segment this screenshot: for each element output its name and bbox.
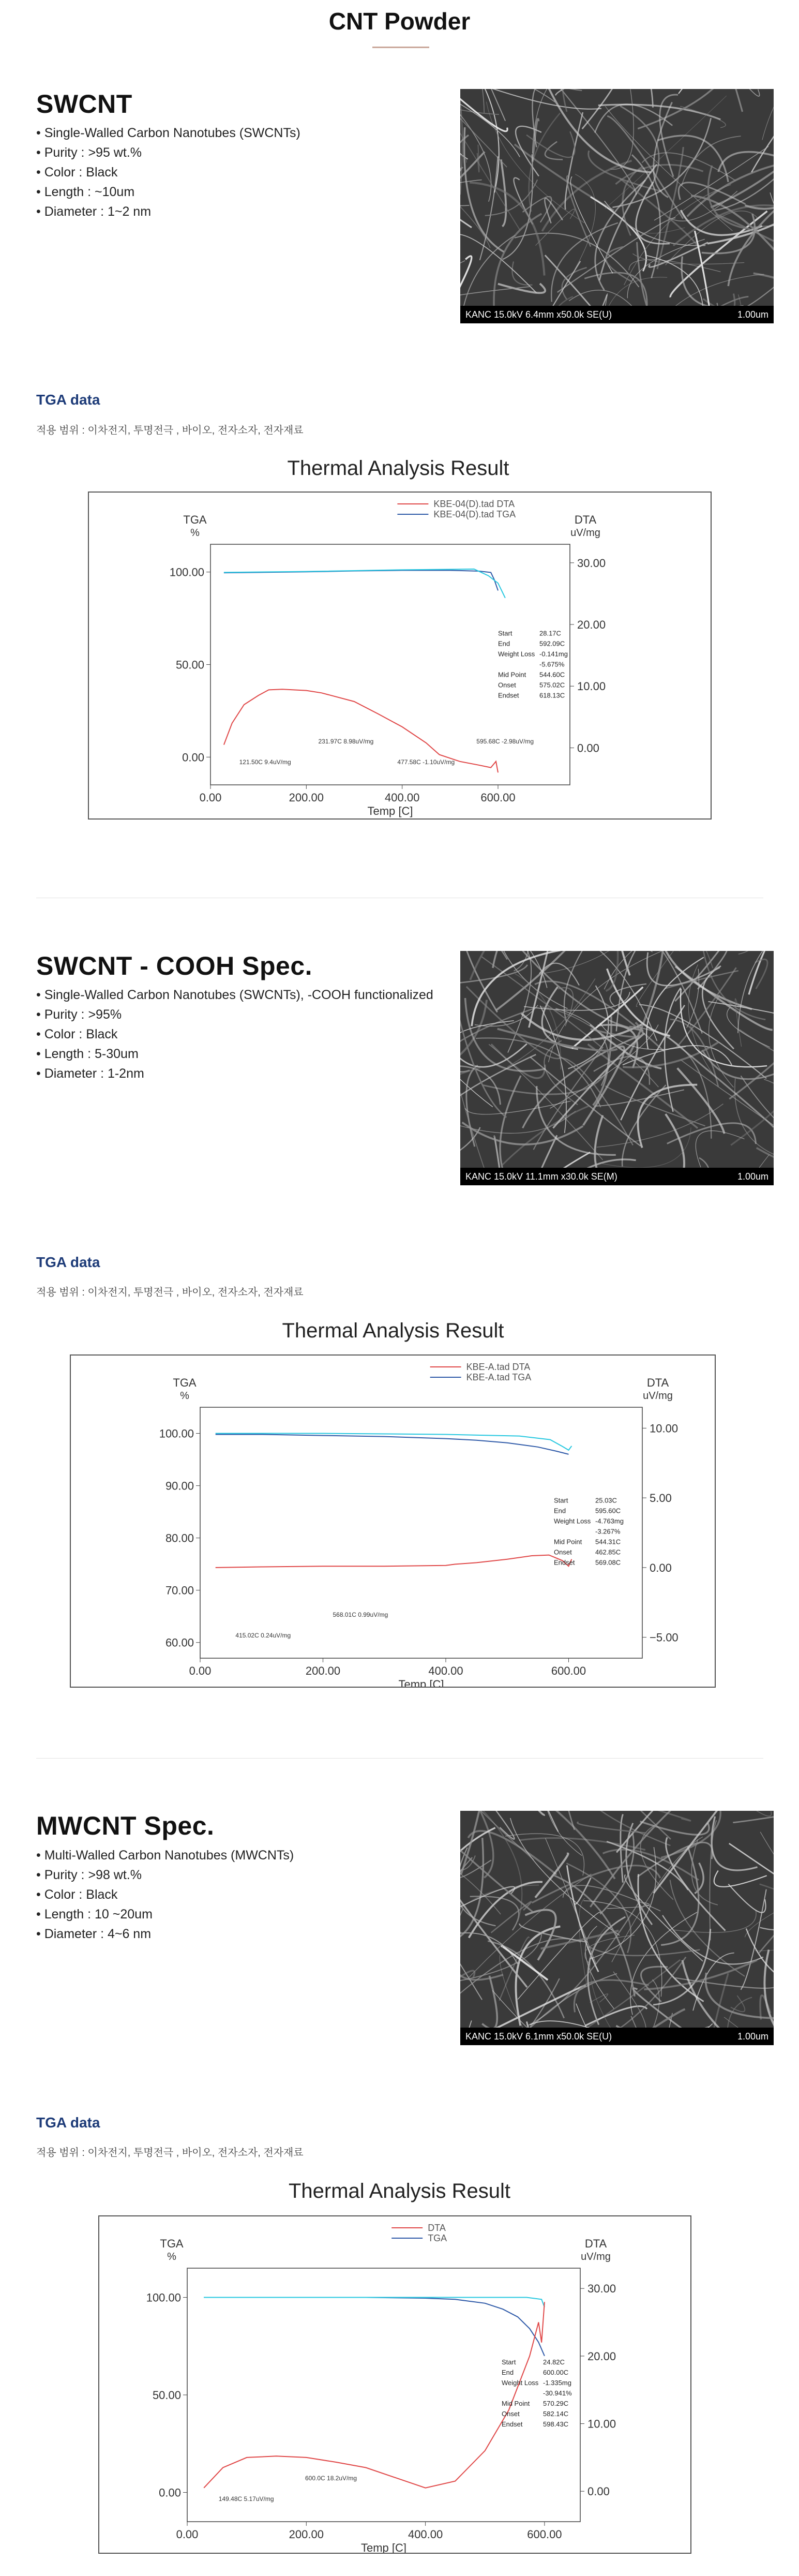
y-right-tick-label: 0.00 <box>650 1561 672 1574</box>
peak-label: 568.01C 0.99uV/mg <box>333 1611 388 1618</box>
y-right-axis-label: DTA <box>646 1376 669 1389</box>
x-axis-label: Temp [C] <box>360 2541 407 2553</box>
y-left-axis-label: TGA <box>183 513 207 526</box>
section-title-mwcnt: MWCNT Spec. <box>36 1811 215 1840</box>
spec-item: • Multi-Walled Carbon Nanotubes (MWCNTs) <box>36 1845 429 1865</box>
x-tick-label: 600.00 <box>527 2528 562 2541</box>
tga-chart-svg <box>99 2216 690 2553</box>
plot-area <box>187 2268 580 2522</box>
annotation-key: Mid Point <box>554 1538 582 1546</box>
tga-label-swcnt-cooh: TGA data <box>36 1254 100 1270</box>
series-line <box>216 1434 572 1450</box>
y-left-tick-label: 60.00 <box>165 1636 194 1649</box>
spec-item: • Purity : >98 wt.% <box>36 1865 429 1885</box>
sem-caption-bar <box>460 1168 774 1185</box>
spec-item: • Color : Black <box>36 1024 450 1044</box>
spec-item: • Purity : >95 wt.% <box>36 143 429 162</box>
tga-desc-mwcnt: 적용 범위 : 이차전지, 투명전극 , 바이오, 전자소자, 전자재료 <box>36 2147 304 2158</box>
annotation-value: 595.60C <box>595 1507 621 1515</box>
series-line <box>216 1555 572 1568</box>
x-axis-label: Temp [C] <box>398 1678 444 1687</box>
spec-item: • Diameter : 4~6 nm <box>36 1924 429 1944</box>
spec-item: • Length : ~10um <box>36 182 429 202</box>
annotation-key: Start <box>554 1496 568 1505</box>
y-left-axis-unit: % <box>180 1390 189 1402</box>
y-right-tick-label: 10.00 <box>577 680 606 693</box>
annotation-value: 598.43C <box>543 2420 569 2429</box>
annotation-value: 24.82C <box>543 2358 565 2366</box>
peak-label: 477.58C -1.10uV/mg <box>397 758 455 766</box>
x-tick-label: 200.00 <box>289 2528 324 2541</box>
plot-area <box>200 1407 642 1658</box>
sem-image-swcnt <box>460 89 774 323</box>
annotation-key: Endset <box>554 1558 575 1567</box>
y-right-axis-unit: uV/mg <box>570 527 600 539</box>
annotation-value: -0.141mg <box>539 650 568 658</box>
y-right-axis-label: DTA <box>584 2237 607 2250</box>
sem-scale: 1.00um <box>737 1171 768 1182</box>
y-right-tick-label: 20.00 <box>587 2349 616 2363</box>
spec-item: • Diameter : 1-2nm <box>36 1064 450 1083</box>
peak-label: 231.97C 8.98uV/mg <box>318 738 374 745</box>
annotation-value: 582.14C <box>543 2410 569 2418</box>
sem-caption: KANC 15.0kV 6.1mm x50.0k SE(U) <box>465 2031 612 2042</box>
series-line <box>204 2298 545 2356</box>
annotation-key: End <box>502 2369 514 2377</box>
chart-title: Thermal Analysis Result <box>287 457 509 480</box>
y-right-tick-label: 10.00 <box>587 2417 616 2431</box>
spec-item: • Length : 10 ~20um <box>36 1904 429 1924</box>
y-left-axis-label: TGA <box>173 1376 197 1389</box>
sem-caption-bar <box>460 2028 774 2045</box>
annotation-value: 544.60C <box>539 671 565 679</box>
chart-title: Thermal Analysis Result <box>282 1319 504 1342</box>
annotation-key: End <box>554 1507 566 1515</box>
legend-label: TGA <box>428 2233 447 2243</box>
annotation-key: Start <box>502 2358 516 2366</box>
sem-fiber-texture <box>460 951 774 1168</box>
title-underline <box>372 47 429 48</box>
annotation-value: -30.941% <box>543 2389 572 2398</box>
tga-label-swcnt: TGA data <box>36 392 100 408</box>
y-left-tick-label: 50.00 <box>175 658 204 672</box>
spec-list-swcnt <box>36 123 429 221</box>
y-left-tick-label: 80.00 <box>165 1531 194 1545</box>
spec-item: • Color : Black <box>36 162 429 182</box>
series-line <box>216 1435 569 1454</box>
tga-chart-mwcnt <box>98 2215 691 2554</box>
annotation-value: 544.31C <box>595 1538 621 1546</box>
annotation-key: Weight Loss <box>502 2379 539 2387</box>
spec-list-mwcnt <box>36 1845 429 1944</box>
x-axis-label: Temp [C] <box>367 805 413 817</box>
y-right-tick-label: −5.00 <box>650 1631 679 1644</box>
legend-label: KBE-04(D).tad DTA <box>433 499 515 509</box>
y-left-tick-label: 70.00 <box>165 1584 194 1597</box>
sem-fiber-texture <box>460 1811 774 2028</box>
x-tick-label: 0.00 <box>199 791 222 804</box>
x-tick-label: 200.00 <box>289 791 324 804</box>
annotation-value: 575.02C <box>539 681 565 689</box>
plot-area <box>210 544 570 785</box>
legend-label: DTA <box>428 2223 446 2233</box>
y-right-axis-label: DTA <box>574 513 597 526</box>
annotation-value: 592.09C <box>539 639 565 648</box>
sem-caption-bar <box>460 306 774 323</box>
spec-item: • Color : Black <box>36 1885 429 1904</box>
annotation-value: -4.763mg <box>595 1517 624 1525</box>
annotation-value: 600.00C <box>543 2369 569 2377</box>
spec-item: • Length : 5-30um <box>36 1044 450 1064</box>
legend-label: KBE-A.tad TGA <box>466 1372 532 1382</box>
y-left-axis-unit: % <box>190 527 200 539</box>
annotation-key: Onset <box>498 681 516 689</box>
annotation-key: Endset <box>502 2420 523 2429</box>
chart-title: Thermal Analysis Result <box>288 2180 511 2202</box>
tga-label-mwcnt: TGA data <box>36 2115 100 2131</box>
annotation-value: -1.335mg <box>543 2379 571 2387</box>
x-tick-label: 200.00 <box>305 1664 341 1677</box>
annotation-key: End <box>498 639 510 648</box>
y-left-axis-unit: % <box>167 2251 176 2262</box>
peak-label: 149.48C 5.17uV/mg <box>218 2495 274 2503</box>
y-left-tick-label: 100.00 <box>159 1427 194 1440</box>
tga-chart-svg <box>71 1356 715 1687</box>
x-tick-label: 600.00 <box>551 1664 586 1677</box>
annotation-key: Mid Point <box>502 2400 530 2408</box>
annotation-key: Mid Point <box>498 671 526 679</box>
tga-desc-swcnt: 적용 범위 : 이차전지, 투명전극 , 바이오, 전자소자, 전자재료 <box>36 425 304 436</box>
y-left-tick-label: 0.00 <box>182 751 204 764</box>
legend-label: KBE-04(D).tad TGA <box>433 509 516 519</box>
peak-label: 600.0C 18.2uV/mg <box>305 2475 357 2482</box>
tga-chart-swcnt <box>88 492 712 820</box>
spec-item: • Diameter : 1~2 nm <box>36 202 429 221</box>
section-title-swcnt-cooh: SWCNT - COOH Spec. <box>36 951 313 980</box>
annotation-key: Onset <box>554 1548 572 1556</box>
annotation-value: 570.29C <box>543 2400 569 2408</box>
y-left-tick-label: 100.00 <box>169 565 204 579</box>
y-right-tick-label: 5.00 <box>650 1492 672 1505</box>
sem-scale: 1.00um <box>737 309 768 320</box>
peak-label: 415.02C 0.24uV/mg <box>235 1632 291 1639</box>
annotation-key: Weight Loss <box>554 1517 591 1525</box>
y-right-tick-label: 10.00 <box>650 1422 679 1435</box>
tga-desc-swcnt-cooh: 적용 범위 : 이차전지, 투명전극 , 바이오, 전자소자, 전자재료 <box>36 1287 304 1298</box>
series-line <box>224 569 505 598</box>
tga-chart-svg <box>89 493 711 818</box>
spec-list-swcnt-cooh <box>36 985 450 1083</box>
x-tick-label: 600.00 <box>480 791 516 804</box>
y-right-axis-unit: uV/mg <box>581 2251 611 2262</box>
page-title: CNT Powder <box>328 8 471 35</box>
y-left-tick-label: 90.00 <box>165 1479 194 1493</box>
y-left-tick-label: 0.00 <box>159 2486 181 2499</box>
x-tick-label: 400.00 <box>428 1664 463 1677</box>
y-right-tick-label: 30.00 <box>577 556 606 570</box>
annotation-value: 618.13C <box>539 691 565 699</box>
section-divider <box>36 1758 763 1759</box>
y-right-axis-unit: uV/mg <box>643 1390 673 1402</box>
annotation-value: 28.17C <box>539 629 561 637</box>
series-line <box>204 2302 545 2488</box>
spec-item: • Single-Walled Carbon Nanotubes (SWCNTs), -COOH functionalized <box>36 985 450 1005</box>
y-left-axis-label: TGA <box>160 2237 184 2250</box>
series-line <box>224 570 498 590</box>
legend-label: KBE-A.tad DTA <box>466 1362 531 1372</box>
annotation-key: Weight Loss <box>498 650 535 658</box>
spec-item: • Single-Walled Carbon Nanotubes (SWCNTs) <box>36 123 429 143</box>
y-right-tick-label: 0.00 <box>577 741 599 755</box>
x-tick-label: 400.00 <box>408 2528 443 2541</box>
peak-label: 595.68C -2.98uV/mg <box>476 738 534 745</box>
annotation-value: 569.08C <box>595 1558 621 1567</box>
annotation-value: 25.03C <box>595 1496 617 1505</box>
x-tick-label: 0.00 <box>189 1664 212 1677</box>
section-title-swcnt: SWCNT <box>36 90 132 118</box>
spec-item: • Purity : >95% <box>36 1005 450 1024</box>
sem-caption: KANC 15.0kV 6.4mm x50.0k SE(U) <box>465 309 612 320</box>
y-left-tick-label: 50.00 <box>152 2389 181 2402</box>
annotation-key: Onset <box>502 2410 520 2418</box>
sem-caption: KANC 15.0kV 11.1mm x30.0k SE(M) <box>465 1171 617 1182</box>
annotation-key: Start <box>498 629 512 637</box>
annotation-key: Endset <box>498 691 519 699</box>
x-tick-label: 400.00 <box>385 791 420 804</box>
annotation-value: -3.267% <box>595 1527 621 1536</box>
sem-fiber-texture <box>460 89 774 306</box>
y-right-tick-label: 20.00 <box>577 618 606 631</box>
y-right-tick-label: 0.00 <box>587 2485 610 2498</box>
peak-label: 121.50C 9.4uV/mg <box>239 758 291 766</box>
sem-image-mwcnt <box>460 1811 774 2045</box>
x-tick-label: 0.00 <box>176 2528 199 2541</box>
y-left-tick-label: 100.00 <box>146 2291 181 2304</box>
sem-image-swcnt-cooh <box>460 951 774 1185</box>
tga-chart-swcnt-cooh <box>70 1354 716 1688</box>
annotation-value: 462.85C <box>595 1548 621 1556</box>
y-right-tick-label: 30.00 <box>587 2282 616 2296</box>
sem-scale: 1.00um <box>737 2031 768 2042</box>
annotation-value: -5.675% <box>539 660 565 668</box>
